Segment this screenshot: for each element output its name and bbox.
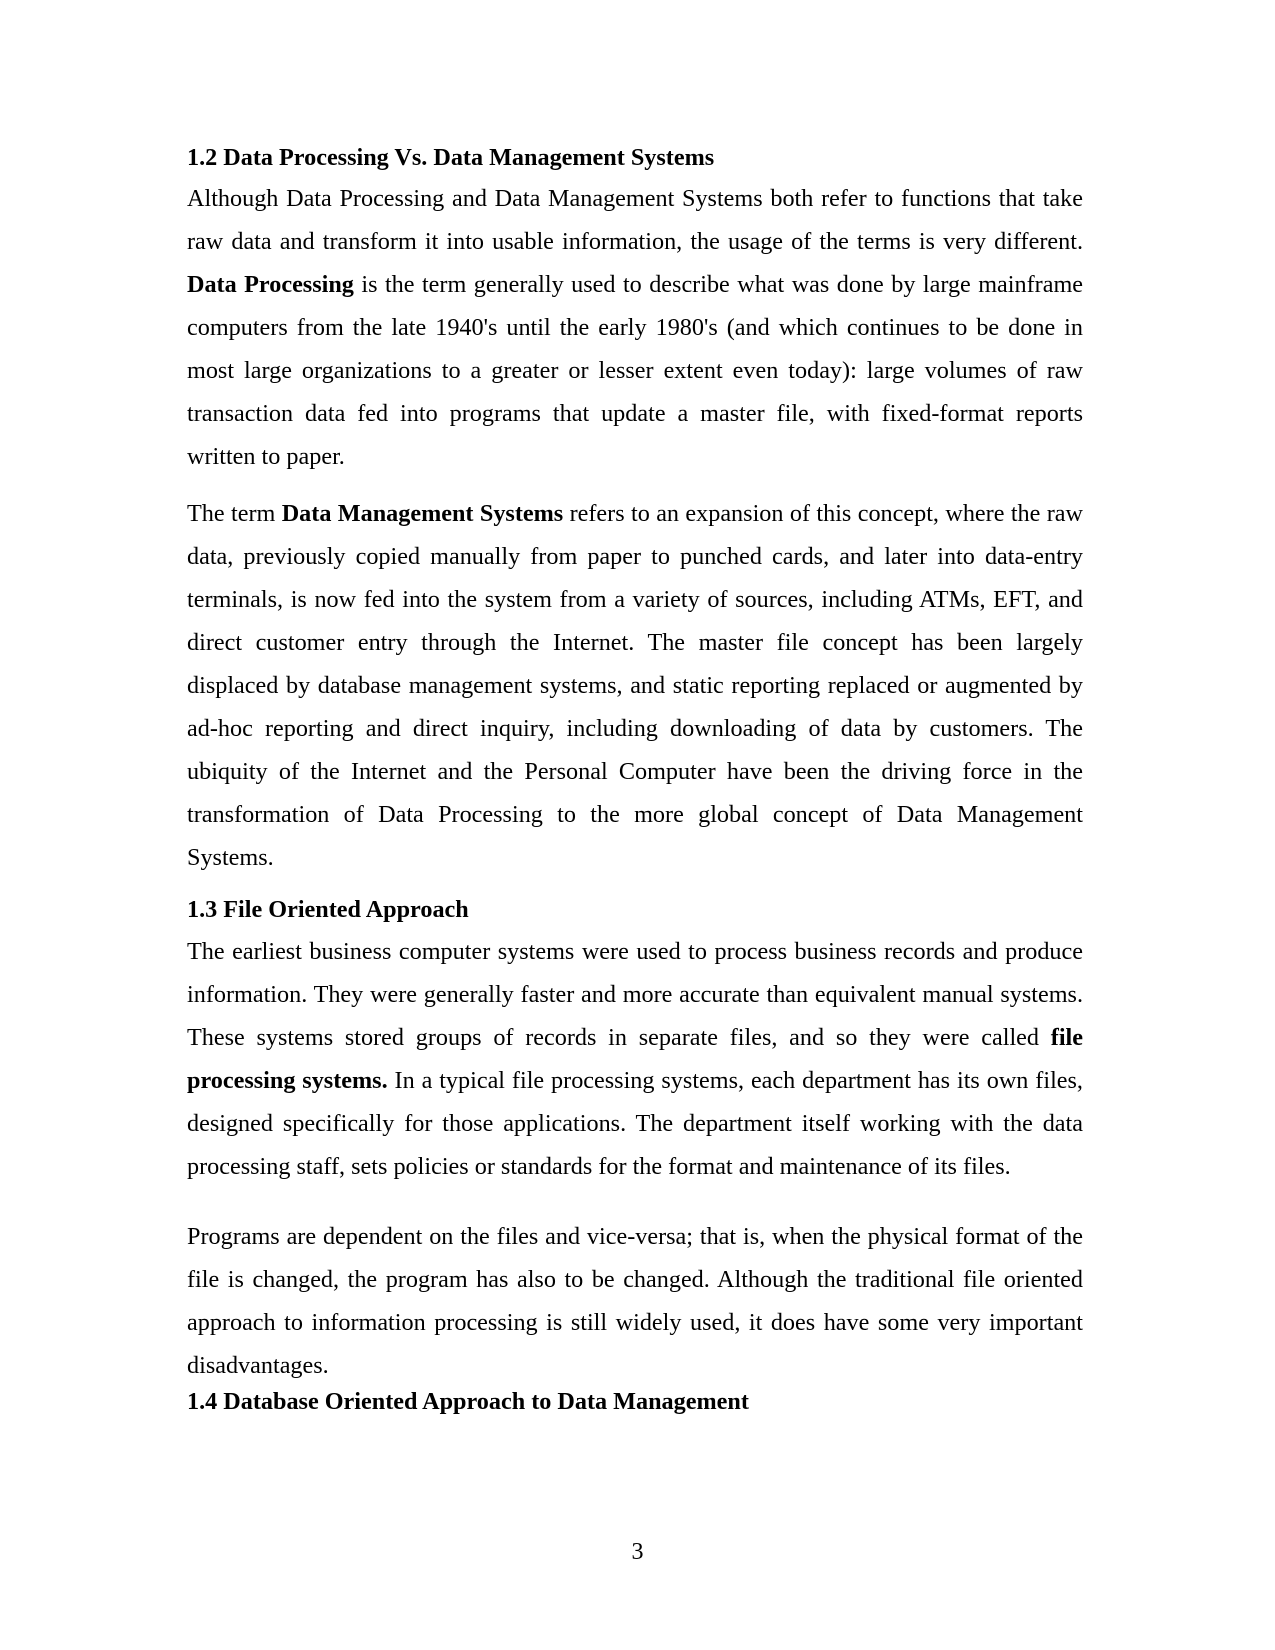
paragraph-text: Although Data Processing and Data Management Systems both refer to functions that take raw data and transform it into usable information, the usage of the terms is very different. <box>187 185 1083 255</box>
paragraph-text: is the term generally used to describe what was done by large mainframe computers from the late 1940's until the early 1980's (and which continues to be done in most large organizations to a greater or lesser extent even today): large volumes of raw transaction data fed into programs that update a master file, with fixed-format reports written to paper. <box>187 271 1083 470</box>
section-heading-1-2: 1.2 Data Processing Vs. Data Management Systems <box>187 144 715 171</box>
bold-term-data-management-systems: Data Management Systems <box>281 500 564 527</box>
section-heading-1-3: 1.3 File Oriented Approach <box>187 896 469 923</box>
page-number: 3 <box>631 1539 644 1565</box>
paragraph-text: refers to an expansion of this concept, where the raw data, previously copied manually from paper to punched cards, and later into data-entry terminals, is now fed into the system from a variety of sources, including ATMs, EFT, and direct customer entry through the Internet. The master file concept has been largely displaced by database management systems, and static reporting replaced or augmented by ad-hoc reporting and direct inquiry, including downloading of data by customers. The ubiquity of the Internet and the Personal Computer have been the driving force in the transformation of Data Processing to the more global concept of Data Management Systems. <box>187 500 1084 871</box>
bold-term-data-processing: Data Processing <box>187 271 354 298</box>
bold-term-file-processing-systems: file processing systems. <box>187 1024 1083 1094</box>
paragraph-programs-dependent: Programs are dependent on the files and vice-versa; that is, when the physical format of the file is changed, the program has also to be changed. Although the traditional file oriented approach to information processing is still widely used, it does have some very important disadvantages. <box>187 1223 1083 1379</box>
section-heading-1-4: 1.4 Database Oriented Approach to Data Management <box>187 1388 749 1415</box>
paragraph-text: In a typical file processing systems, each department has its own files, designed specifically for those applications. The department itself working with the data processing staff, sets policies or standards for the format and maintenance of its files. <box>187 1067 1083 1180</box>
paragraph-data-processing <box>187 177 1083 478</box>
paragraph-text: The term <box>187 500 282 527</box>
paragraph-file-processing-systems <box>187 930 1083 1188</box>
paragraph-data-management-systems <box>187 492 1083 879</box>
paragraph-text: The earliest business computer systems were used to process business records and produce information. They were generally faster and more accurate than equivalent manual systems. These systems stored groups of records in separate files, and so they were called <box>187 938 1083 1051</box>
